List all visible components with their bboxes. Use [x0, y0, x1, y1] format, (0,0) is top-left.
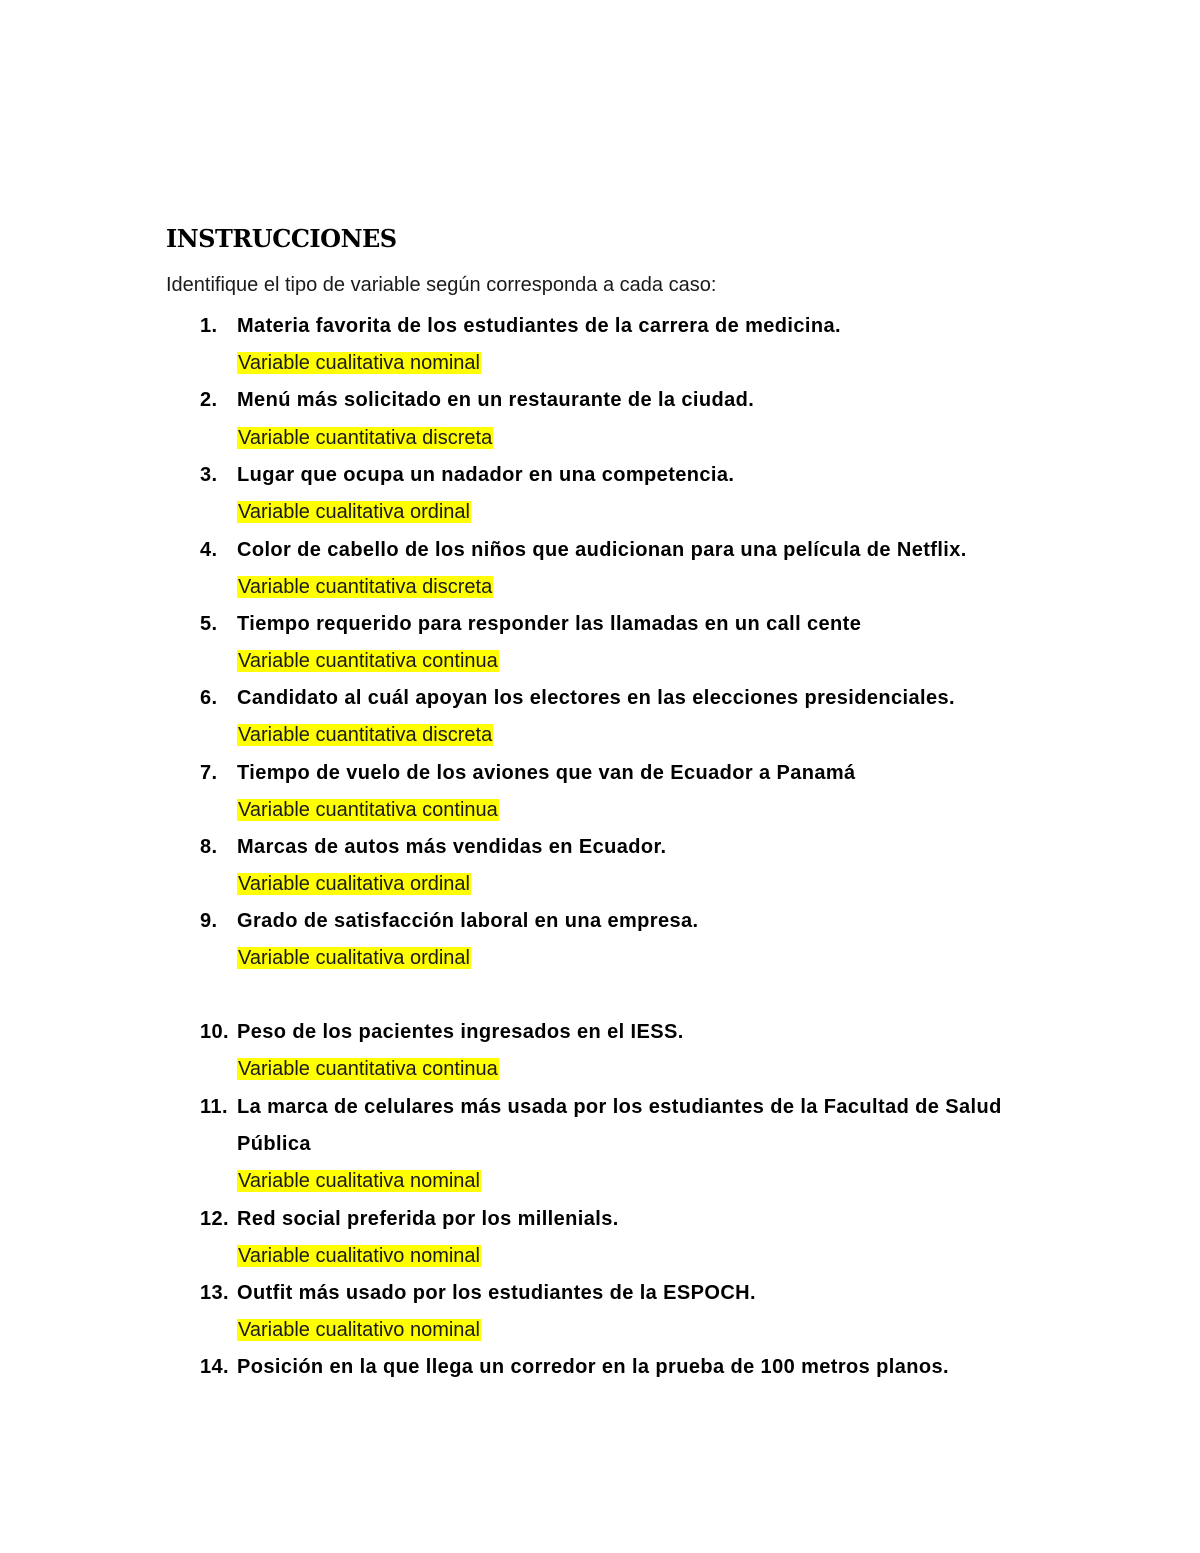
question-text: Outfit más usado por los estudiantes de la ESPOCH. — [237, 1282, 756, 1304]
answer-highlight — [237, 648, 499, 674]
answer-highlight — [237, 1243, 481, 1269]
answer-text: Variable cuantitativa discreta — [238, 427, 493, 449]
question-text: Tiempo requerido para responder las llamadas en un call cente — [237, 613, 862, 635]
question-item — [200, 1280, 756, 1306]
question-item — [200, 685, 955, 711]
question-item — [200, 387, 754, 413]
answer-highlight — [237, 1056, 499, 1082]
answer-text: Variable cuantitativa discreta — [238, 724, 493, 746]
question-item — [200, 462, 734, 488]
answer-text: Variable cualitativa ordinal — [238, 873, 470, 895]
answer-highlight — [237, 499, 471, 525]
question-text: Lugar que ocupa un nadador en una competencia. — [237, 464, 735, 486]
instructions-intro: Identifique el tipo de variable según corresponda a cada caso: — [166, 274, 717, 296]
question-text-continuation: Pública — [237, 1133, 311, 1155]
answer-highlight — [237, 945, 471, 971]
question-item — [200, 1019, 684, 1045]
question-number: 7. — [200, 762, 218, 784]
question-number: 10. — [200, 1021, 230, 1043]
answer-text: Variable cualitativa nominal — [238, 1170, 480, 1192]
question-text: Candidato al cuál apoyan los electores en las elecciones presidenciales. — [237, 687, 955, 709]
question-text: Peso de los pacientes ingresados en el IESS. — [237, 1021, 684, 1043]
answer-text: Variable cuantitativa continua — [238, 650, 498, 672]
question-item — [200, 908, 699, 934]
question-number: 4. — [200, 539, 218, 561]
question-number: 6. — [200, 687, 218, 709]
question-item — [200, 611, 861, 637]
answer-highlight — [237, 797, 499, 823]
question-text: Tiempo de vuelo de los aviones que van de Ecuador a Panamá — [237, 762, 856, 784]
question-text: La marca de celulares más usada por los estudiantes de la Facultad de Salud — [237, 1096, 1002, 1118]
answer-text: Variable cuantitativa continua — [238, 799, 498, 821]
page-title: INSTRUCCIONES — [166, 224, 397, 253]
question-text: Red social preferida por los millenials. — [237, 1208, 619, 1230]
question-number: 2. — [200, 389, 218, 411]
question-text: Materia favorita de los estudiantes de la carrera de medicina. — [237, 315, 841, 337]
question-number: 3. — [200, 464, 218, 486]
question-text: Menú más solicitado en un restaurante de la ciudad. — [237, 389, 755, 411]
question-number: 9. — [200, 910, 218, 932]
question-item — [200, 1354, 949, 1380]
question-number: 1. — [200, 315, 218, 337]
question-item — [200, 537, 967, 563]
question-text: Color de cabello de los niños que audicionan para una película de Netflix. — [237, 539, 967, 561]
question-item — [200, 760, 856, 786]
answer-text: Variable cualitativa ordinal — [238, 947, 470, 969]
answer-highlight — [237, 425, 493, 451]
question-number: 5. — [200, 613, 218, 635]
answer-highlight — [237, 722, 493, 748]
question-item — [200, 1094, 1002, 1120]
answer-highlight — [237, 1317, 481, 1343]
question-text: Grado de satisfacción laboral en una empresa. — [237, 910, 699, 932]
question-text: Posición en la que llega un corredor en la prueba de 100 metros planos. — [237, 1356, 949, 1378]
answer-highlight — [237, 350, 481, 376]
question-item — [200, 834, 667, 860]
question-text: Marcas de autos más vendidas en Ecuador. — [237, 836, 667, 858]
question-item — [200, 1206, 619, 1232]
answer-text: Variable cualitativa nominal — [238, 352, 480, 374]
question-number: 12. — [200, 1208, 230, 1230]
answer-text: Variable cuantitativa discreta — [238, 576, 493, 598]
question-item — [200, 313, 841, 339]
answer-text: Variable cualitativa ordinal — [238, 501, 470, 523]
answer-highlight — [237, 1168, 481, 1194]
answer-text: Variable cualitativo nominal — [238, 1245, 480, 1267]
answer-text: Variable cuantitativa continua — [238, 1058, 498, 1080]
question-number: 11. — [200, 1096, 228, 1118]
question-number: 8. — [200, 836, 218, 858]
question-number: 13. — [200, 1282, 230, 1304]
answer-highlight — [237, 871, 471, 897]
answer-highlight — [237, 574, 493, 600]
answer-text: Variable cualitativo nominal — [238, 1319, 480, 1341]
question-number: 14. — [200, 1356, 230, 1378]
